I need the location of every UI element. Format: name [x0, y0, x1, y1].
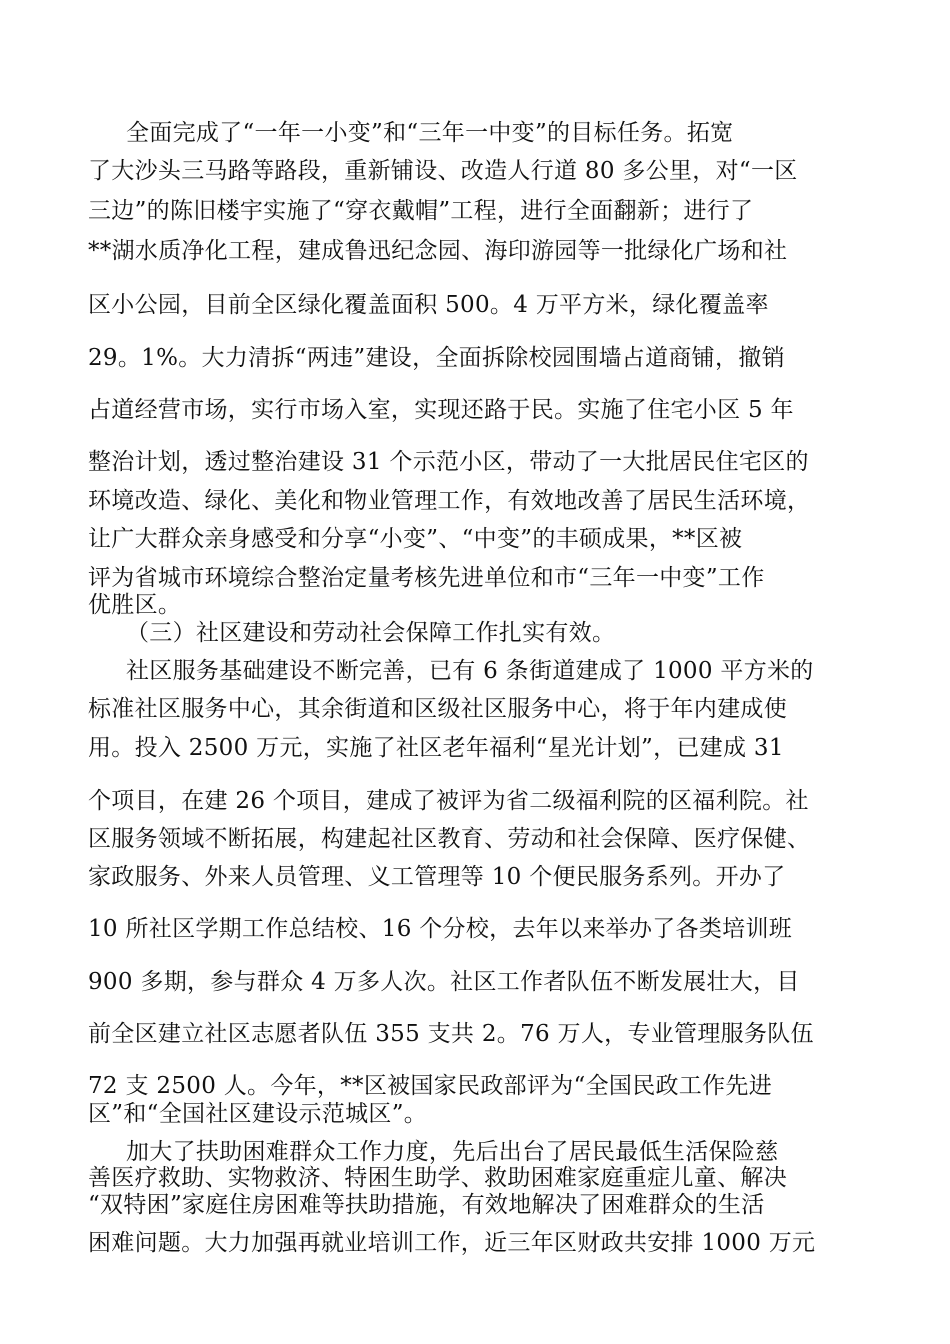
- text-line: 家政服务、外来人员管理、义工管理等 10 个便民服务系列。开办了: [88, 864, 786, 890]
- text-line: 评为省城市环境综合整治定量考核先进单位和市“三年一中变”工作: [88, 565, 765, 591]
- text-line: 全面完成了“一年一小变”和“三年一中变”的目标任务。拓宽: [126, 120, 734, 146]
- text-line: 标准社区服务中心，其余街道和区级社区服务中心，将于年内建成使: [88, 696, 787, 722]
- text-line: 优胜区。: [88, 592, 182, 618]
- text-line: **湖水质净化工程，建成鲁迅纪念园、海印游园等一批绿化广场和社: [88, 238, 788, 264]
- text-line: 三边”的陈旧楼宇实施了“穿衣戴帽”工程，进行全面翻新；进行了: [88, 198, 754, 224]
- text-line: 900 多期，参与群众 4 万多人次。社区工作者队伍不断发展壮大，目: [88, 969, 800, 995]
- text-line: 社区服务基础建设不断完善，已有 6 条街道建成了 1000 平方米的: [126, 658, 814, 684]
- text-line: 区服务领域不断拓展，构建起社区教育、劳动和社会保障、医疗保健、: [88, 826, 811, 852]
- text-line: 72 支 2500 人。今年，**区被国家民政部评为“全国民政工作先进: [88, 1073, 772, 1099]
- text-line: 让广大群众亲身感受和分享“小变”、“中变”的丰硕成果，**区被: [88, 526, 743, 552]
- text-line: 前全区建立社区志愿者队伍 355 支共 2。76 万人，专业管理服务队伍: [88, 1021, 814, 1047]
- text-line: 区小公园，目前全区绿化覆盖面积 500。4 万平方米，绿化覆盖率: [88, 292, 769, 318]
- text-line: 用。投入 2500 万元，实施了社区老年福利“星光计划”，已建成 31: [88, 735, 784, 761]
- text-line: 区”和“全国社区建设示范城区”。: [88, 1101, 428, 1127]
- text-line: “双特困”家庭住房困难等扶助措施，有效地解决了困难群众的生活: [88, 1192, 765, 1218]
- text-line: 善医疗救助、实物救济、特困生助学、救助困难家庭重症儿童、解决: [88, 1165, 787, 1191]
- text-line: 环境改造、绿化、美化和物业管理工作，有效地改善了居民生活环境，: [88, 488, 811, 514]
- text-line: 整治计划，透过整治建设 31 个示范小区，带动了一大批居民住宅区的: [88, 449, 809, 475]
- text-line: 加大了扶助困难群众工作力度，先后出台了居民最低生活保险慈: [126, 1139, 779, 1165]
- text-line: 10 所社区学期工作总结校、16 个分校，去年以来举办了各类培训班: [88, 916, 793, 942]
- text-line: 了大沙头三马路等路段，重新铺设、改造人行道 80 多公里，对“一区: [88, 158, 798, 184]
- section-heading: （三）社区建设和劳动社会保障工作扎实有效。: [126, 620, 616, 646]
- text-line: 29。1%。大力清拆“两违”建设，全面拆除校园围墙占道商铺，撤销: [88, 345, 785, 371]
- text-line: 个项目，在建 26 个项目，建成了被评为省二级福利院的区福利院。社: [88, 788, 809, 814]
- text-line: 困难问题。大力加强再就业培训工作，近三年区财政共安排 1000 万元: [88, 1230, 816, 1256]
- text-line: 占道经营市场，实行市场入室，实现还路于民。实施了住宅小区 5 年: [88, 397, 794, 423]
